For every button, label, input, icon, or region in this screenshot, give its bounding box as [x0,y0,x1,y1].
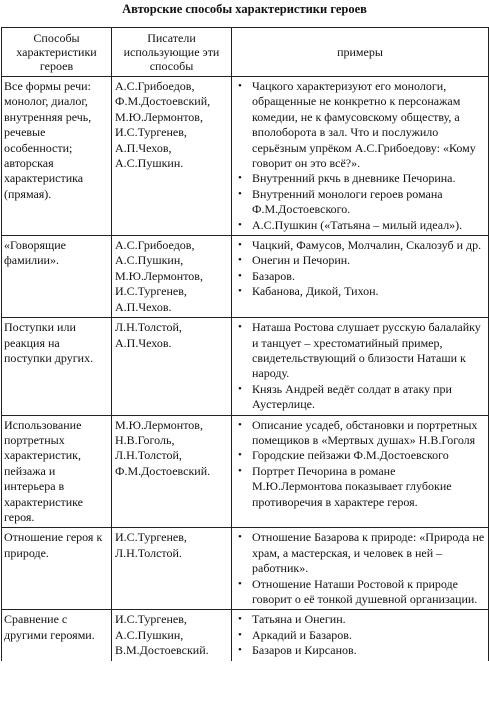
writer-name: А.С.Грибоедов, [115,79,195,93]
method-cell: Отношение героя к природе. [2,528,112,610]
writer-name: В.М.Достоевский. [115,643,209,658]
examples-cell [232,610,489,661]
examples-cell [232,528,489,610]
example-item: • Татьяна и Онегин. [235,612,485,627]
example-item: • Онегин и Печорин. [235,253,485,268]
method-cell: Поступки или реакция на поступки других. [2,318,112,415]
writer-name: М.Ю.Лермонтов, [115,417,203,432]
example-item: • А.С.Пушкин («Татьяна – милый идеал»). [235,218,485,233]
examples-list [235,238,485,300]
method-cell: «Говорящие фамилии». [2,236,112,318]
writer-name: И.С.Тургенев, [115,125,187,140]
example-item: • Городские пейзажи Ф.М.Достоевского [235,448,485,463]
writer-name: А.С.Пушкин, [115,253,184,268]
writer-name: И.С.Тургенев, [115,284,187,299]
examples-list [235,418,485,510]
writer-name: Ф.М.Достоевский. [115,463,211,478]
method-cell: Использование портретных характеристик, пейзажа и интерьера в характеристике героя. [2,415,112,528]
examples-list [235,530,485,607]
table-row [2,415,489,528]
writer-name: Н.В.Гоголь, [115,432,175,447]
writer-name: А.П.Чехов. [115,299,172,314]
method-cell: Все формы речи: монолог, диалог, внутренняя речь, речевые особенности; авторская характеристика (прямая). [2,77,112,236]
example-item: • Князь Андрей ведёт солдат в атаку при Аустерлице. [235,382,485,413]
header-writers: Писатели использующие эти способы [112,28,232,77]
writers-cell [112,610,232,661]
page-title: Авторские способы характеристики героев [122,2,367,16]
header-methods: Способы характеристики героев [2,28,112,77]
writer-name: М.Ю.Лермонтов, [115,109,203,124]
writer-name: И.С.Тургенев, [115,530,187,545]
writers-cell [112,528,232,610]
example-item: • Внутренний ркчь в дневнике Печорина. [235,171,485,186]
examples-cell [232,318,489,415]
writer-name: А.П.Чехов. [115,335,172,350]
examples-cell [232,77,489,236]
writer-name: Л.Н.Толстой, [115,448,182,463]
example-item: • Отношение Базарова к природе: «Природа не храм, а мастерская, и человек в ней – работник». [235,530,485,576]
example-item: • Аркадий и Базаров. [235,628,485,643]
example-item: • Внутренний монологи героев романа Ф.М.Достоевского. [235,187,485,218]
writer-name: А.С.Пушкин. [115,156,184,171]
example-item: • Чацкий, Фамусов, Молчалин, Скалозуб и др. [235,238,485,253]
writer-name: Л.Н.Толстой. [115,545,182,560]
table-row [2,236,489,318]
writer-name: Л.Н.Толстой, [115,320,182,335]
writer-name: А.С.Грибоедов, [115,238,195,253]
example-item: • Базаров и Кирсанов. [235,643,485,658]
writer-name: А.П.Чехов, [115,140,172,155]
writer-name: Ф.М.Достоевский, [115,94,211,109]
writers-cell [112,415,232,528]
table-row [2,77,489,236]
writers-cell [112,236,232,318]
writer-name: И.С.Тургенев, [115,612,187,627]
table-row [2,318,489,415]
header-examples: примеры [232,28,489,77]
examples-cell [232,415,489,528]
example-item: • Кабанова, Дикой, Тихон. [235,284,485,299]
table-body [2,77,489,661]
writers-cell [112,77,232,236]
example-item: • Чацкого характеризуют его монологи, обращенные не конкретно к персонажам комедии, не к фамусовскому обществу, а вполоборота в зал. Что и послужило серьёзным упрёком А.С.Грибоедову: «Кому говорит он это всё?». [235,79,485,171]
writer-name: А.С.Пушкин, [115,627,184,642]
method-cell: Сравнение с другими героями. [2,610,112,661]
table-header-row [2,28,489,77]
examples-list [235,79,485,233]
example-item: • Базаров. [235,269,485,284]
examples-list [235,612,485,658]
writers-cell [112,318,232,415]
examples-list [235,320,485,412]
writer-name: М.Ю.Лермонтов, [115,268,203,283]
example-item: • Описание усадеб, обстановки и портретных помещиков в «Мертвых душах» Н.В.Гоголя [235,418,485,449]
examples-cell [232,236,489,318]
table-row [2,528,489,610]
example-item: • Наташа Ростова слушает русскую балалайку и танцует – хрестоматийный пример, свидетельствующий о близости Наташи к народу. [235,320,485,382]
characterization-table [1,27,489,661]
table-row [2,610,489,661]
example-item: • Портрет Печорина в романе М.Ю.Лермонтова показывает глубокие противоречия в характере героя. [235,464,485,510]
example-item: • Отношение Наташи Ростовой к природе говорит о её тонкой душевной организации. [235,577,485,608]
